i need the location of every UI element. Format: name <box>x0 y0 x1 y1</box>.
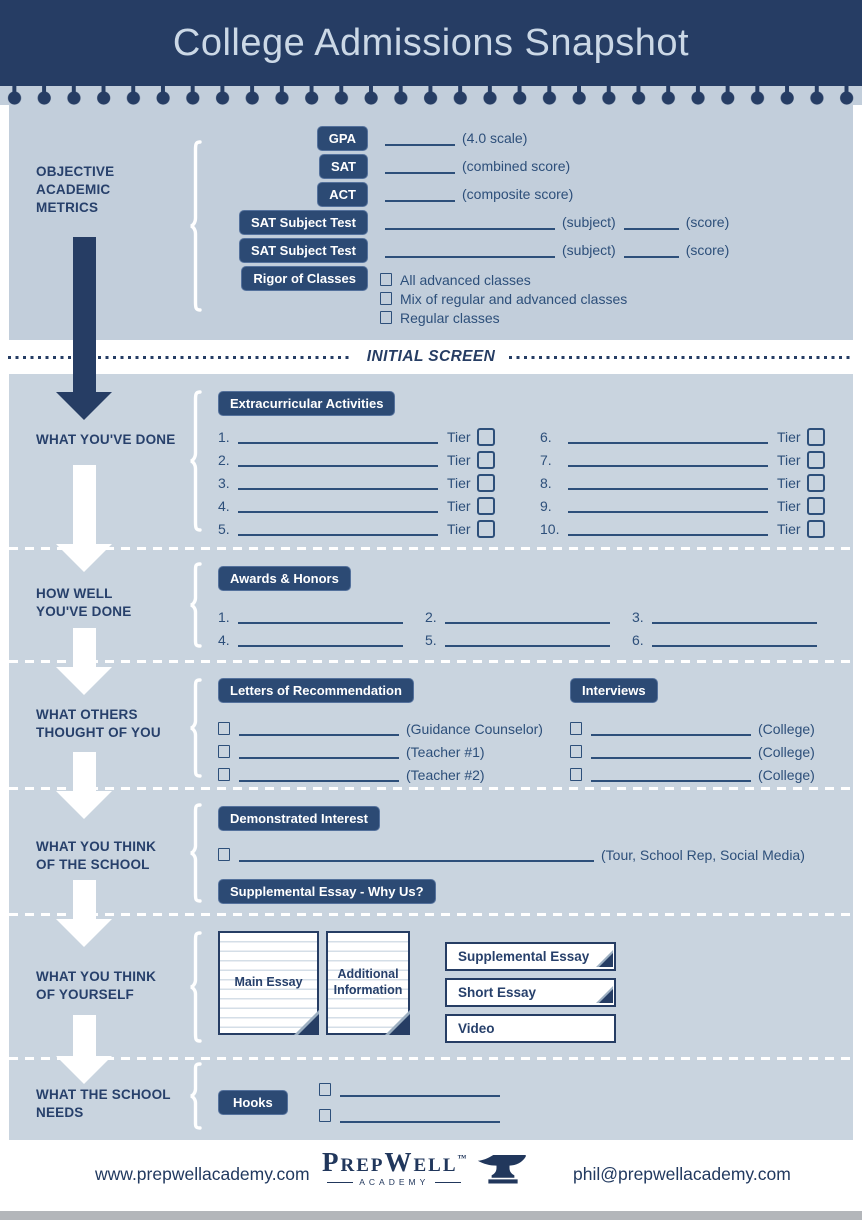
down-arrow-icon <box>73 237 96 393</box>
brace-icon <box>189 803 203 903</box>
letter-input-line[interactable] <box>239 721 399 736</box>
tier-label: Tier <box>447 428 471 445</box>
awards-block <box>218 566 839 651</box>
checkbox[interactable] <box>218 848 230 861</box>
checkbox[interactable] <box>570 768 582 781</box>
sat-input-line[interactable] <box>385 159 455 174</box>
section-divider <box>9 660 853 663</box>
dotted-line <box>8 356 353 359</box>
down-arrow-icon <box>56 791 112 819</box>
video-bar <box>445 1014 616 1043</box>
gpa-hint: (4.0 scale) <box>462 130 528 146</box>
bar-label: Supplemental Essay <box>458 949 590 964</box>
activity-input-line[interactable] <box>568 429 768 444</box>
checkbox[interactable] <box>380 292 392 305</box>
interview-input-line[interactable] <box>591 721 751 736</box>
subject-input-line[interactable] <box>385 215 555 230</box>
tier-checkbox[interactable] <box>477 497 495 515</box>
letters-block <box>218 678 570 786</box>
initial-screen-label: INITIAL SCREEN <box>366 348 496 365</box>
perforation-dots-icon <box>0 86 862 105</box>
sat-hint: (combined score) <box>462 158 571 174</box>
short-essay-bar <box>445 978 616 1007</box>
tier-label: Tier <box>447 520 471 537</box>
down-arrow-icon <box>73 880 96 920</box>
score-input-line[interactable] <box>624 215 679 230</box>
extracurricular-col-left <box>218 425 518 540</box>
section-divider <box>9 1057 853 1060</box>
demonstrated-interest-block <box>218 806 805 904</box>
down-arrow-icon <box>56 667 112 695</box>
section-label-school: WHAT YOU THINK OF THE SCHOOL <box>36 839 157 872</box>
brace-icon <box>189 678 203 778</box>
interview-source-label: (College) <box>758 766 815 783</box>
activity-row: 6. Tier <box>540 425 825 448</box>
header <box>0 0 862 86</box>
act-row <box>218 182 729 206</box>
activity-input-line[interactable] <box>238 498 438 513</box>
subject-hint: (subject) <box>562 214 616 230</box>
tier-label: Tier <box>777 428 801 445</box>
award-cell: 5. <box>425 632 610 648</box>
activity-input-line[interactable] <box>238 429 438 444</box>
rigor-option <box>380 289 627 308</box>
tier-checkbox[interactable] <box>807 497 825 515</box>
section-divider <box>9 547 853 550</box>
section-label-needs: WHAT THE SCHOOL NEEDS <box>36 1087 171 1120</box>
sat-row <box>218 154 729 178</box>
anvil-icon <box>477 1151 529 1185</box>
activity-row: 2. Tier <box>218 448 518 471</box>
page-fold-icon <box>599 953 613 967</box>
award-cell: 4. <box>218 632 403 648</box>
interview-row <box>570 717 862 740</box>
activity-input-line[interactable] <box>568 521 768 536</box>
award-cell: 6. <box>632 632 817 648</box>
trademark-symbol: ™ <box>457 1153 467 1163</box>
letter-row <box>218 763 570 786</box>
section-divider <box>9 913 853 916</box>
act-input-line[interactable] <box>385 187 455 202</box>
extracurricular-block <box>218 391 825 540</box>
document-label: Additional Information <box>333 967 403 997</box>
tier-checkbox[interactable] <box>807 451 825 469</box>
initial-screen-divider <box>0 340 862 374</box>
tier-label: Tier <box>447 474 471 491</box>
act-badge: ACT <box>317 182 368 207</box>
tier-label: Tier <box>447 451 471 468</box>
subject-input-line[interactable] <box>385 243 555 258</box>
email-link[interactable]: phil@prepwellacademy.com <box>573 1164 791 1184</box>
page-fold-icon <box>298 1014 319 1035</box>
activity-input-line[interactable] <box>568 498 768 513</box>
activity-input-line[interactable] <box>238 452 438 467</box>
rigor-badge: Rigor of Classes <box>241 266 368 291</box>
award-cell: 2. <box>425 609 610 625</box>
down-arrow-icon <box>73 752 96 792</box>
sat-subject-badge: SAT Subject Test <box>239 238 368 263</box>
additional-info-document <box>326 931 410 1035</box>
checkbox[interactable] <box>570 745 582 758</box>
activity-row: 7. Tier <box>540 448 825 471</box>
rigor-options <box>380 266 627 327</box>
awards-row <box>218 605 839 628</box>
section-label-done: WHAT YOU'VE DONE <box>36 432 176 447</box>
gpa-row <box>218 126 729 150</box>
extracurricular-col-right <box>540 425 825 540</box>
sat-subject-badge: SAT Subject Test <box>239 210 368 235</box>
tier-checkbox[interactable] <box>477 451 495 469</box>
interest-input-line[interactable] <box>239 847 594 862</box>
activity-row: 8. Tier <box>540 471 825 494</box>
score-hint: (score) <box>685 214 730 230</box>
interest-hint: (Tour, School Rep, Social Media) <box>601 846 805 863</box>
hook-row <box>319 1108 500 1123</box>
award-cell: 1. <box>218 609 403 625</box>
activity-row: 3. Tier <box>218 471 518 494</box>
gpa-badge: GPA <box>317 126 368 151</box>
extracurricular-badge: Extracurricular Activities <box>218 391 395 416</box>
rigor-option-label: Regular classes <box>400 309 500 326</box>
page-fold-icon <box>599 989 613 1003</box>
letter-row <box>218 740 570 763</box>
activity-row: 10. Tier <box>540 517 825 540</box>
down-arrow-icon <box>56 544 112 572</box>
document-label: Main Essay <box>234 975 303 990</box>
main-essay-document <box>218 931 319 1035</box>
supplemental-essay-badge: Supplemental Essay - Why Us? <box>218 879 436 904</box>
activity-input-line[interactable] <box>568 452 768 467</box>
down-arrow-icon <box>73 628 96 668</box>
activity-row: 9. Tier <box>540 494 825 517</box>
bar-label: Video <box>458 1021 495 1036</box>
activity-row: 4. Tier <box>218 494 518 517</box>
down-arrow-icon <box>73 465 96 545</box>
section-divider <box>9 787 853 790</box>
section-label-yourself: WHAT YOU THINK OF YOURSELF <box>36 969 157 1002</box>
letters-badge: Letters of Recommendation <box>218 678 414 703</box>
interviews-badge: Interviews <box>570 678 658 703</box>
brace-icon <box>189 931 203 1043</box>
sat-subject-row <box>218 210 729 234</box>
tier-label: Tier <box>447 497 471 514</box>
essay-bars <box>445 942 616 1050</box>
prepwell-logo <box>322 1149 529 1187</box>
interview-source-label: (College) <box>758 743 815 760</box>
interview-row <box>570 763 862 786</box>
brace-icon <box>189 390 203 532</box>
hook-input-line[interactable] <box>340 1108 500 1123</box>
activity-input-line[interactable] <box>238 521 438 536</box>
act-hint: (composite score) <box>462 186 574 202</box>
award-input-line[interactable] <box>445 632 610 647</box>
award-input-line[interactable] <box>445 609 610 624</box>
awards-row <box>218 628 839 651</box>
tier-checkbox[interactable] <box>477 474 495 492</box>
letter-input-line[interactable] <box>239 744 399 759</box>
letter-source-label: (Teacher #1) <box>406 743 485 760</box>
award-cell: 3. <box>632 609 817 625</box>
interviews-block <box>570 678 862 786</box>
tier-checkbox[interactable] <box>477 520 495 538</box>
page-title: College Admissions Snapshot <box>172 21 690 64</box>
checkbox[interactable] <box>319 1083 331 1096</box>
brace-icon <box>189 140 203 312</box>
tier-checkbox[interactable] <box>807 474 825 492</box>
activity-row: 1. Tier <box>218 425 518 448</box>
gpa-input-line[interactable] <box>385 131 455 146</box>
down-arrow-icon <box>73 1015 96 1057</box>
tier-label: Tier <box>777 474 801 491</box>
down-arrow-icon <box>56 919 112 947</box>
logo-subtitle: ACADEMY <box>327 1177 461 1187</box>
hooks-block <box>218 1082 500 1134</box>
awards-badge: Awards & Honors <box>218 566 351 591</box>
hook-input-line[interactable] <box>340 1082 500 1097</box>
letter-row <box>218 717 570 740</box>
website-link[interactable]: www.prepwellacademy.com <box>95 1164 310 1184</box>
tier-label: Tier <box>777 451 801 468</box>
interest-row <box>218 847 805 862</box>
checkbox[interactable] <box>319 1109 331 1122</box>
activity-input-line[interactable] <box>568 475 768 490</box>
award-input-line[interactable] <box>652 609 817 624</box>
page-bottom-strip <box>0 1211 862 1220</box>
score-input-line[interactable] <box>624 243 679 258</box>
checkbox[interactable] <box>570 722 582 735</box>
award-input-line[interactable] <box>652 632 817 647</box>
tier-checkbox[interactable] <box>477 428 495 446</box>
rigor-option-label: All advanced classes <box>400 271 531 288</box>
award-input-line[interactable] <box>238 609 403 624</box>
hook-row <box>319 1082 500 1097</box>
tier-checkbox[interactable] <box>807 428 825 446</box>
tier-label: Tier <box>777 520 801 537</box>
recommendations-block <box>218 678 862 786</box>
down-arrow-icon <box>56 1056 112 1084</box>
letter-source-label: (Guidance Counselor) <box>406 720 543 737</box>
metrics-form <box>218 126 729 331</box>
section-label-metrics: OBJECTIVE ACADEMIC METRICS <box>36 164 115 215</box>
section-label-how-well: HOW WELL YOU'VE DONE <box>36 586 132 619</box>
interview-row <box>570 740 862 763</box>
essays-block <box>218 931 616 1050</box>
logo-wordmark: PrepWell™ <box>322 1147 467 1177</box>
interview-input-line[interactable] <box>591 767 751 782</box>
rigor-option <box>380 270 627 289</box>
tier-label: Tier <box>777 497 801 514</box>
checkbox[interactable] <box>218 745 230 758</box>
interview-source-label: (College) <box>758 720 815 737</box>
bar-label: Short Essay <box>458 985 537 1000</box>
sat-subject-row <box>218 238 729 262</box>
brace-icon <box>189 1062 203 1130</box>
letter-input-line[interactable] <box>239 767 399 782</box>
supplemental-essay-bar <box>445 942 616 971</box>
rigor-row <box>218 266 729 327</box>
score-hint: (score) <box>685 242 730 258</box>
footer <box>0 1140 862 1212</box>
demonstrated-interest-badge: Demonstrated Interest <box>218 806 380 831</box>
page-fold-icon <box>389 1014 410 1035</box>
checkbox[interactable] <box>218 722 230 735</box>
brace-icon <box>189 562 203 648</box>
down-arrow-icon <box>56 392 112 420</box>
rigor-option <box>380 308 627 327</box>
interview-input-line[interactable] <box>591 744 751 759</box>
activity-row: 5. Tier <box>218 517 518 540</box>
checkbox[interactable] <box>218 768 230 781</box>
rigor-option-label: Mix of regular and advanced classes <box>400 290 628 307</box>
tier-checkbox[interactable] <box>807 520 825 538</box>
letter-source-label: (Teacher #2) <box>406 766 485 783</box>
checkbox[interactable] <box>380 311 392 324</box>
hooks-badge: Hooks <box>218 1090 288 1115</box>
activity-input-line[interactable] <box>238 475 438 490</box>
subject-hint: (subject) <box>562 242 616 258</box>
dotted-line <box>509 356 854 359</box>
section-label-others: WHAT OTHERS THOUGHT OF YOU <box>36 707 161 740</box>
sat-badge: SAT <box>319 154 368 179</box>
award-input-line[interactable] <box>238 632 403 647</box>
checkbox[interactable] <box>380 273 392 286</box>
